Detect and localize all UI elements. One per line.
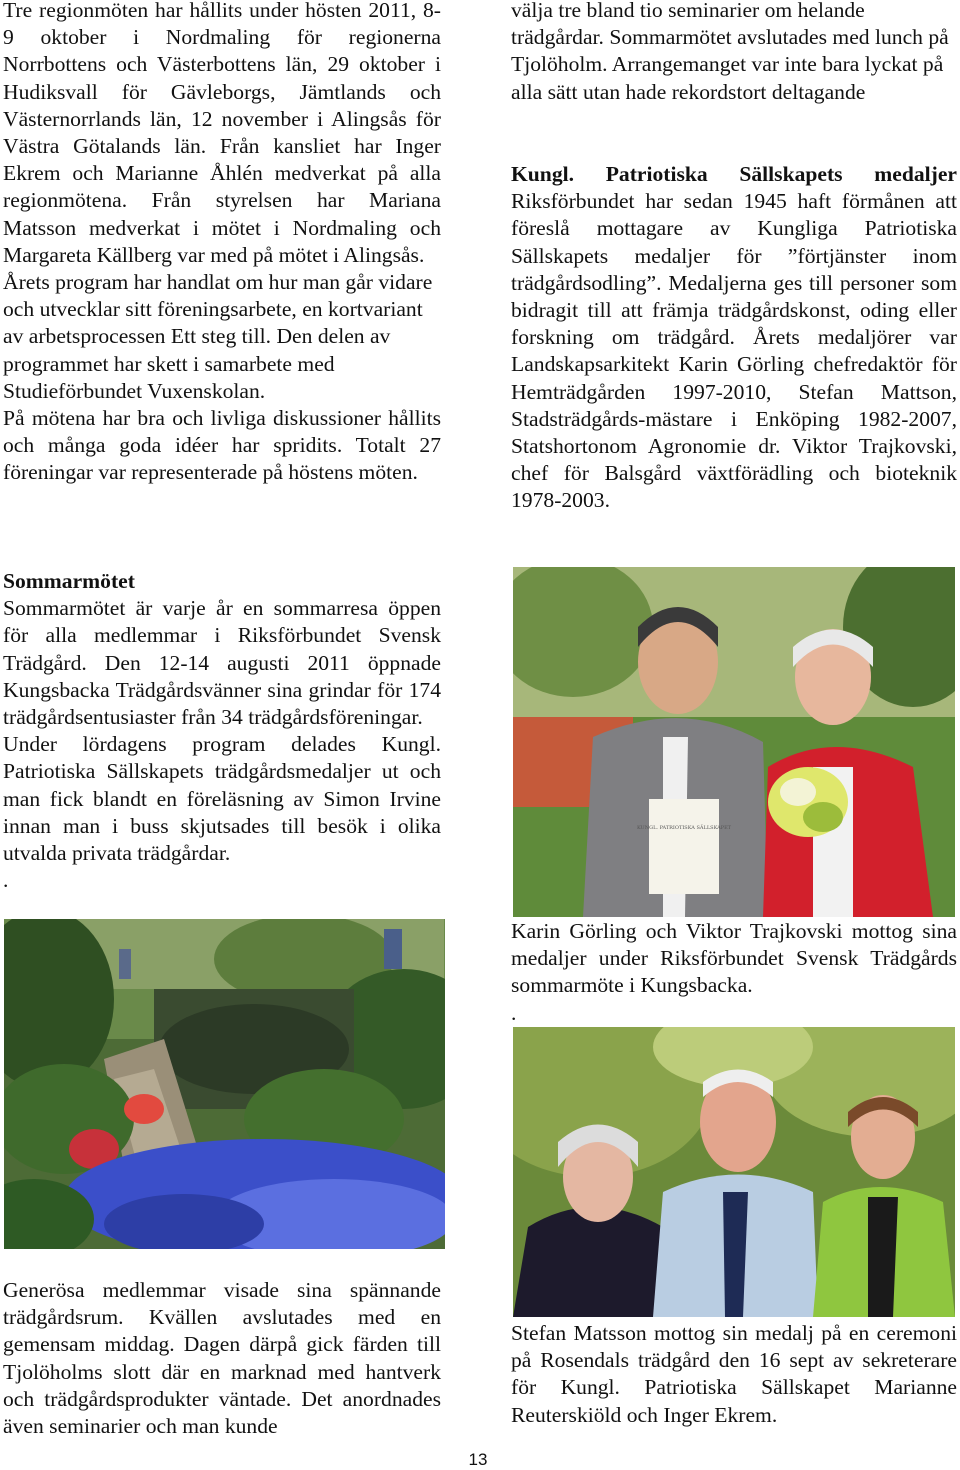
sommarmotet-continued	[3, 1277, 441, 1440]
medaljer-paragraph: Riksförbundet har sedan 1945 haft förmånen att föreslå mottagare av Kungliga Patriotiska Sällskapets medaljer för ”förtjänster inom trädgårdsodling”. Medaljerna ges till personer som bidragit till att främja trädgårdskonst, oding eller forskning om trädgård. Årets medaljörer var Landskapsarkitekt Karin Görling chefredaktör för Hemträdgården 1997-2010, Stefan Mattson, Stadsträdgårds-mästare i Enköping 1982-2007, Statshortonom Agronomie dr. Viktor Trajkovski, chef för Balsgård växtförädling och bioteknik 1978-2003.	[511, 189, 957, 513]
sommarmotet-section	[3, 568, 441, 894]
program-paragraph: Årets program har handlat om hur man går vidare och utvecklar sitt föreningsarbete, en kortvariant av arbetsprocessen Ett steg till. Den delen av programmet har skett i samarbete med Studieförbundet Vuxenskolan.	[3, 270, 433, 403]
page-number: 13	[468, 1450, 488, 1469]
sommarmotet-paragraph-2: Under lördagens program delades Kungl. Patriotiska Sällskapets trädgårdsmedaljer ut och man fick blandt en föreläsning av Simon Irvine innan man i buss skjutsades till besök i olika utvalda privata trädgårdar.	[3, 732, 441, 866]
regionmoten-paragraph: Tre regionmöten har hållits under hösten 2011, 8-9 oktober i Nordmaling för regionerna Norrbottens och Västerbottens län, 29 oktober i Hudiksvall för Gävleborgs, Jämtlands och Västernorrlands län, 12 november i Alingsås för Västra Götalands län. Från kansliet har Inger Ekrem och Marianne Åhlén medverkat på alla regionmötena. Från styrelsen har Mariana Matsson medverkat i mötet i Nordmaling och Margareta Källberg var med på mötet i Alingsås.	[3, 0, 441, 267]
medaljer-heading: Kungl. Patriotiska Sällskapets medaljer	[511, 162, 957, 186]
medal-recipients-photo	[513, 567, 955, 917]
ceremony-caption-text: Stefan Matsson mottog sin medalj på en ceremoni på Rosendals trädgård den 16 sept av sekreterare för Kungl. Patriotiska Sällskapet Marianne Reuterskiöld och Inger Ekrem.	[511, 1321, 957, 1427]
medal-caption-dot: .	[511, 1000, 517, 1025]
sommarmotet-heading: Sommarmötet	[3, 569, 135, 593]
sommarmotet-paragraph-1: Sommarmötet är varje år en sommarresa öppen för alla medlemmar i Riksförbundet Svensk Trädgård. Den 12-14 augusti 2011 öppnade Kungsbacka Trädgårdsvänner sina grindar för 174 trädgårdsentusiaster från 34 trädgårdsföreningar.	[3, 596, 441, 730]
ceremony-image	[513, 1027, 955, 1317]
medal-recipients-image	[513, 567, 955, 917]
garden-photo-image	[4, 919, 445, 1249]
sommarmotet-paragraph-3: Generösa medlemmar visade sina spännande trädgårdsrum. Kvällen avslutades med en gemensam middag. Dagen därpå gick färden till Tjolöholms slott där en marknad med hantverk och trädgårdsprodukter väntade. Det anordnades även seminarier och man kunde	[3, 1278, 441, 1439]
ceremony-photo-caption	[511, 1320, 957, 1429]
medal-photo-caption	[511, 918, 957, 1027]
sommarmotet-dot: .	[3, 868, 9, 893]
garden-photo	[4, 919, 445, 1249]
medaljer-section	[511, 161, 957, 515]
intro-text-block	[3, 0, 441, 487]
diploma-text: KUNGL. PATRIOTISKA SÄLLSKAPET	[636, 825, 732, 831]
ceremony-photo	[513, 1027, 955, 1317]
sommarmotet-end-paragraph: välja tre bland tio seminarier om helande trädgårdar. Sommarmötet avslutades med lunch på Tjolöholm. Arrangemanget var inte bara lyckat på alla sätt utan hade rekordstort deltagande	[511, 0, 949, 104]
medal-caption-text: Karin Görling och Viktor Trajkovski mottog sina medaljer under Riksförbundet Svensk Trädgårds sommarmöte i Kungsbacka.	[511, 919, 957, 998]
discussion-paragraph: På mötena har bra och livliga diskussioner hållits och många goda idéer har spridits. Totalt 27 föreningar var representerade på höstens möten.	[3, 406, 441, 485]
sommarmotet-end-block	[511, 0, 957, 106]
